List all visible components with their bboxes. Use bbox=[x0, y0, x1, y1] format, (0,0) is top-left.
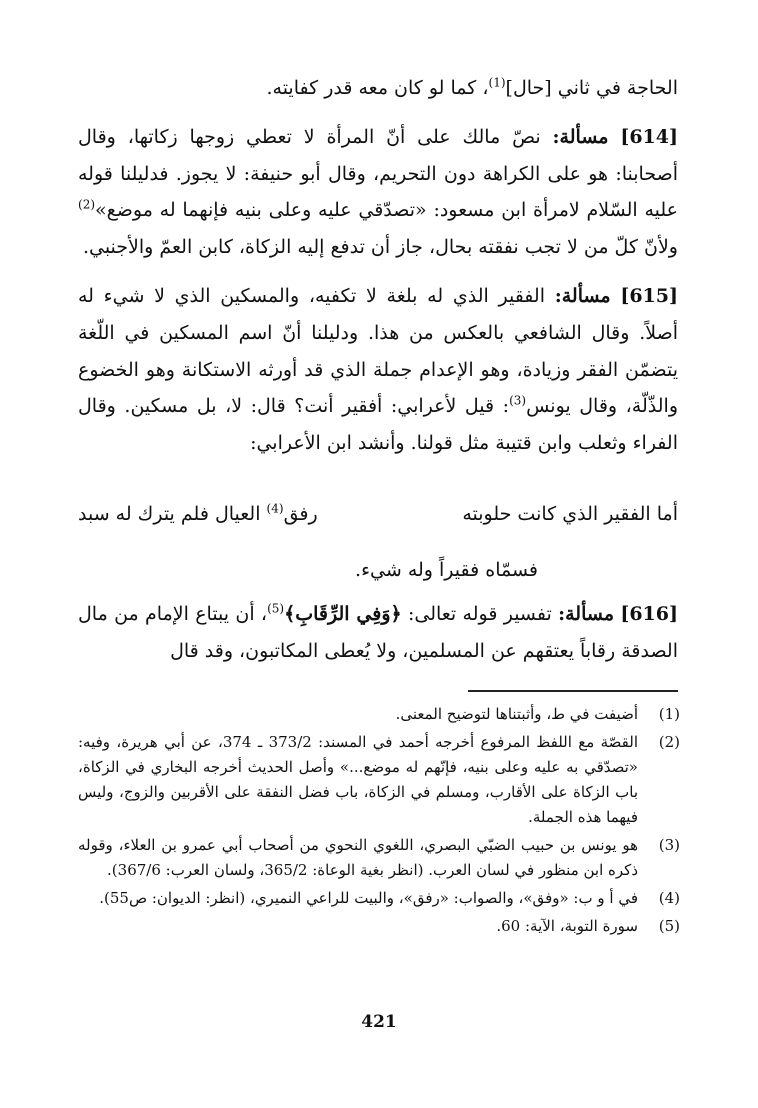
footnote-number: (1) bbox=[658, 705, 680, 723]
footnote-number: (3) bbox=[658, 836, 680, 854]
footnote bbox=[78, 833, 680, 883]
text-run: : قيل لأعرابي: أفقير أنت؟ قال: لا، بل مسكين. وقال الفراء وثعلب وابن قتيبة مثل قولنا. وأنشد ابن الأعرابي: bbox=[78, 395, 678, 455]
footnote bbox=[78, 914, 680, 939]
footnote-text: هو يونس بن حبيب الضبّي البصري، اللغوي النحوي من أصحاب أبي عمرو بن العلاء، وقوله ذكره ابن منظور في لسان العرب. (انظر بغية الوعاة: 365/2، ولسان العرب: 367/6). bbox=[78, 836, 638, 879]
text-run: ولأنّ كلّ من لا تجب نفقته بحال، جاز أن تدفع إليه الزكاة، كابن العمّ والأجنبي. bbox=[82, 236, 678, 259]
footnote-number: (4) bbox=[658, 889, 680, 907]
poem-hemistich-2 bbox=[78, 496, 318, 532]
footnotes bbox=[78, 702, 680, 942]
footnote bbox=[78, 730, 680, 830]
footnote-number: (2) bbox=[658, 733, 680, 751]
paragraph-1 bbox=[78, 70, 678, 107]
text-run: رفق bbox=[283, 503, 318, 525]
text-run: تفسير قوله تعالى: bbox=[401, 603, 559, 625]
footnote-number: (5) bbox=[658, 917, 680, 935]
main-text bbox=[78, 70, 678, 474]
text-run: الحاجة في ثاني [حال] bbox=[505, 77, 678, 99]
text-run: ، كما لو كان معه قدر كفايته. bbox=[266, 77, 489, 99]
issue-label: مسألة: bbox=[554, 284, 611, 307]
footnote bbox=[78, 886, 680, 911]
footnote-text: سورة التوبة، الآية: 60. bbox=[496, 917, 638, 935]
text-run: الفقير الذي له بلغة لا تكفيه، والمسكين الذي لا شيء له أصلاً. وقال الشافعي بالعكس من هذا. ودليلنا أنّ اسم المسكين في اللّغة يتضمّن الفقر وزيادة، وهو الإعدام جملة الذي قد أورثه الاستكانة وهو الخضوع والذّلّة، وقال يونس bbox=[78, 284, 678, 418]
issue-number: [614] bbox=[620, 125, 678, 148]
footnote-ref-2: (2) bbox=[78, 198, 96, 213]
issue-number: [615] bbox=[620, 284, 678, 307]
page-number: 421 bbox=[361, 1012, 397, 1032]
footnote-ref-1: (1) bbox=[488, 75, 506, 90]
footnote-divider bbox=[468, 690, 678, 692]
text-run: ، أن يبتاع الإمام من مال الصدقة رقاباً يعتقهم عن المسلمين، ولا يُعطى المكاتبون، وقد قال bbox=[78, 603, 678, 662]
poem-verse bbox=[78, 496, 678, 536]
issue-number: [616] bbox=[620, 603, 678, 625]
issue-label: مسألة: bbox=[558, 603, 614, 625]
issue-label: مسألة: bbox=[552, 125, 609, 148]
footnote-text: القصّة مع اللفظ المرفوع أخرجه أحمد في المسند: 373/2 ـ 374، عن أبي هريرة، وفيه: «تصدّقي به عليه وعلى بنيه، فإنّهم له موضع...» وأصل الحديث أخرجه البخاري في الزكاة، باب الزكاة على الأقارب، ومسلم في الزكاة، باب فضل النفقة على الأقربين والزوج، وليس فيهما هذه الجملة. bbox=[78, 733, 638, 826]
text-run: العيال فلم يترك له سبد bbox=[78, 503, 267, 525]
poem-hemistich-1: أما الفقير الذي كانت حلوبته bbox=[462, 503, 678, 525]
poem-continuation: فسمّاه فقيراً وله شيء. bbox=[355, 559, 538, 581]
issue-616 bbox=[78, 596, 678, 670]
issue-615 bbox=[78, 278, 678, 462]
footnote-text: في أ و ب: «وفق»، والصواب: «رفق»، والبيت للراعي النميري، (انظر: الديوان: ص55). bbox=[99, 889, 638, 907]
quran-verse: ﴿وَفِي الرِّقَابِ﴾ bbox=[284, 603, 402, 625]
footnote bbox=[78, 702, 680, 727]
footnote-text: أضيفت في ط، وأثبتناها لتوضيح المعنى. bbox=[395, 705, 638, 723]
issue-614 bbox=[78, 119, 678, 266]
footnote-ref-5: (5) bbox=[267, 601, 285, 616]
footnote-ref-3: (3) bbox=[509, 394, 527, 409]
footnote-ref-4: (4) bbox=[266, 501, 284, 516]
text-run: نصّ مالك على أنّ المرأة لا تعطي زوجها زكاتها، وقال أصحابنا: هو على الكراهة دون التحريم، وقال أبو حنيفة: لا يجوز. فدليلنا قوله عليه السّلام لامرأة ابن مسعود: «تصدّقي عليه وعلى بنيه فإنهما له موضع» bbox=[78, 125, 678, 222]
